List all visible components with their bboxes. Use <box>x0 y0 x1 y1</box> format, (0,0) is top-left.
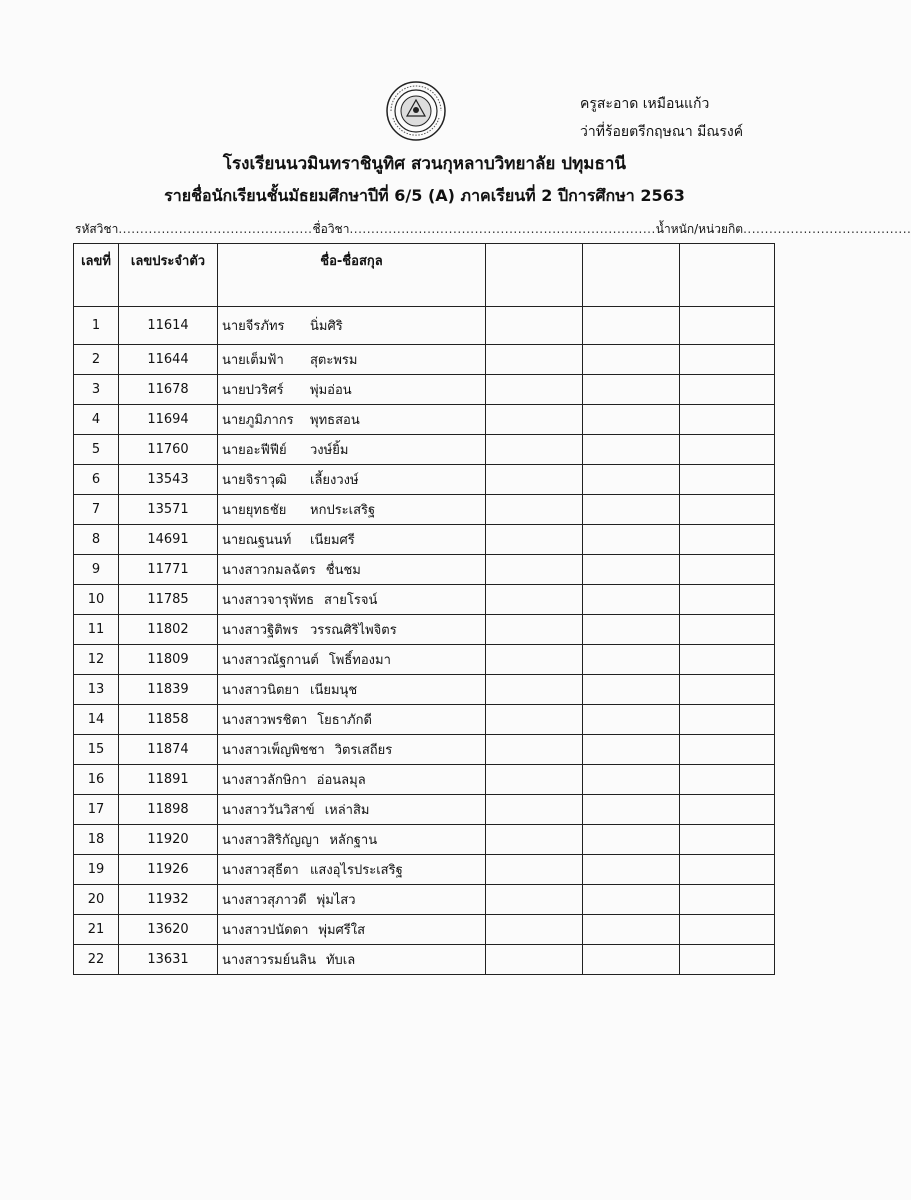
table-row <box>74 375 775 405</box>
header-id: เลขประจำตัว <box>119 244 218 307</box>
student-first-name: นางสาวจารุพัทธ <box>222 593 315 608</box>
student-last-name: โพธิ์ทองมา <box>328 653 391 668</box>
student-first-name: นายยุทธชัย <box>222 503 287 518</box>
student-id: 11771 <box>119 555 218 585</box>
student-no: 21 <box>74 915 119 945</box>
student-last-name: พุ่มศรีใส <box>318 923 366 938</box>
student-no: 5 <box>74 435 119 465</box>
score-cell-3 <box>680 855 775 885</box>
header-blank-1 <box>486 244 583 307</box>
score-cell-1 <box>486 495 583 525</box>
student-id: 13543 <box>119 465 218 495</box>
score-cell-3 <box>680 945 775 975</box>
student-name <box>218 307 486 345</box>
student-roster-table <box>73 243 775 975</box>
table-header-row <box>74 244 775 307</box>
student-name <box>218 735 486 765</box>
score-cell-3 <box>680 585 775 615</box>
student-id: 13620 <box>119 915 218 945</box>
score-cell-3 <box>680 615 775 645</box>
student-first-name: นางสาวสุธีตา <box>222 863 299 878</box>
student-no: 15 <box>74 735 119 765</box>
student-first-name: นายณฐนนท์ <box>222 533 292 548</box>
student-no: 9 <box>74 555 119 585</box>
score-cell-1 <box>486 885 583 915</box>
score-cell-2 <box>583 705 680 735</box>
score-cell-2 <box>583 915 680 945</box>
student-id: 11760 <box>119 435 218 465</box>
student-last-name: นิ่มศิริ <box>310 319 343 334</box>
table-row <box>74 705 775 735</box>
student-last-name: ชื่นชม <box>325 563 361 578</box>
table-row <box>74 615 775 645</box>
student-name <box>218 465 486 495</box>
score-cell-1 <box>486 795 583 825</box>
table-row <box>74 825 775 855</box>
student-id: 11898 <box>119 795 218 825</box>
student-first-name: นายอะฟีฟีย์ <box>222 443 287 458</box>
student-id: 11614 <box>119 307 218 345</box>
student-id: 14691 <box>119 525 218 555</box>
student-name <box>218 885 486 915</box>
student-name <box>218 945 486 975</box>
student-first-name: นายภูมิภากร <box>222 413 294 428</box>
student-id: 11891 <box>119 765 218 795</box>
student-last-name: เนียมศรี <box>310 533 355 548</box>
student-first-name: นางสาวกมลฉัตร <box>222 563 316 578</box>
student-id: 11839 <box>119 675 218 705</box>
score-cell-1 <box>486 705 583 735</box>
school-seal-logo <box>385 80 447 142</box>
student-last-name: พุ่มไสว <box>316 893 356 908</box>
table-row <box>74 405 775 435</box>
student-first-name: นางสาวสุภาวดี <box>222 893 307 908</box>
student-name <box>218 915 486 945</box>
score-cell-3 <box>680 555 775 585</box>
student-last-name: เนียมนุช <box>310 683 358 698</box>
student-id: 11926 <box>119 855 218 885</box>
student-no: 14 <box>74 705 119 735</box>
score-cell-1 <box>486 915 583 945</box>
subject-code-label: รหัสวิชา <box>75 222 119 236</box>
student-name <box>218 495 486 525</box>
score-cell-3 <box>680 495 775 525</box>
score-cell-1 <box>486 615 583 645</box>
student-first-name: นางสาวฐิติพร <box>222 623 299 638</box>
header-name: ชื่อ-ชื่อสกุล <box>218 244 486 307</box>
student-name <box>218 405 486 435</box>
student-last-name: พุ่มอ่อน <box>310 383 352 398</box>
score-cell-1 <box>486 375 583 405</box>
student-no: 7 <box>74 495 119 525</box>
score-cell-2 <box>583 645 680 675</box>
student-name <box>218 555 486 585</box>
score-cell-3 <box>680 405 775 435</box>
student-id: 13631 <box>119 945 218 975</box>
student-last-name: หลักฐาน <box>329 833 378 848</box>
table-row <box>74 525 775 555</box>
score-cell-3 <box>680 885 775 915</box>
score-cell-2 <box>583 765 680 795</box>
score-cell-1 <box>486 945 583 975</box>
student-id: 11858 <box>119 705 218 735</box>
header-no: เลขที่ <box>74 244 119 307</box>
student-first-name: นางสาวณัฐกานต์ <box>222 653 319 668</box>
score-cell-1 <box>486 735 583 765</box>
student-first-name: นายเต็มฟ้า <box>222 353 284 368</box>
student-no: 3 <box>74 375 119 405</box>
student-last-name: โยธาภักดี <box>317 713 372 728</box>
student-no: 17 <box>74 795 119 825</box>
score-cell-2 <box>583 945 680 975</box>
student-id: 11678 <box>119 375 218 405</box>
student-name <box>218 435 486 465</box>
score-cell-3 <box>680 705 775 735</box>
table-row <box>74 585 775 615</box>
score-cell-3 <box>680 435 775 465</box>
student-last-name: เหล่าสิม <box>324 803 370 818</box>
student-name <box>218 825 486 855</box>
score-cell-2 <box>583 675 680 705</box>
student-first-name: นางสาวสิริกัญญา <box>222 833 320 848</box>
score-cell-2 <box>583 735 680 765</box>
table-row <box>74 465 775 495</box>
student-name <box>218 645 486 675</box>
table-row <box>74 345 775 375</box>
student-no: 22 <box>74 945 119 975</box>
score-cell-3 <box>680 795 775 825</box>
score-cell-2 <box>583 345 680 375</box>
table-row <box>74 307 775 345</box>
table-row <box>74 795 775 825</box>
student-first-name: นายปวริศร์ <box>222 383 284 398</box>
student-no: 11 <box>74 615 119 645</box>
score-cell-3 <box>680 375 775 405</box>
score-cell-2 <box>583 375 680 405</box>
score-cell-3 <box>680 825 775 855</box>
student-name <box>218 585 486 615</box>
student-first-name: นายจีรภัทร <box>222 319 285 334</box>
student-no: 20 <box>74 885 119 915</box>
student-last-name: วรรณศิริไพจิตร <box>310 623 397 638</box>
score-cell-1 <box>486 585 583 615</box>
student-last-name: เลี้ยงวงษ์ <box>310 473 359 488</box>
score-cell-3 <box>680 525 775 555</box>
score-cell-1 <box>486 435 583 465</box>
student-no: 19 <box>74 855 119 885</box>
score-cell-2 <box>583 795 680 825</box>
student-first-name: นางสาวพรชิตา <box>222 713 308 728</box>
score-cell-1 <box>486 465 583 495</box>
score-cell-3 <box>680 735 775 765</box>
student-name <box>218 375 486 405</box>
student-first-name: นางสาวปนัดดา <box>222 923 309 938</box>
student-id: 11694 <box>119 405 218 435</box>
student-no: 12 <box>74 645 119 675</box>
score-cell-3 <box>680 307 775 345</box>
header-blank-2 <box>583 244 680 307</box>
student-no: 4 <box>74 405 119 435</box>
teacher-1: ครูสะอาด เหมือนแก้ว <box>580 96 710 112</box>
student-id: 11920 <box>119 825 218 855</box>
score-cell-2 <box>583 885 680 915</box>
table-row <box>74 915 775 945</box>
table-row <box>74 765 775 795</box>
table-row <box>74 435 775 465</box>
score-cell-2 <box>583 435 680 465</box>
student-id: 11644 <box>119 345 218 375</box>
student-no: 18 <box>74 825 119 855</box>
header-blank-3 <box>680 244 775 307</box>
student-id: 11874 <box>119 735 218 765</box>
student-no: 8 <box>74 525 119 555</box>
score-cell-1 <box>486 825 583 855</box>
student-no: 13 <box>74 675 119 705</box>
table-row <box>74 675 775 705</box>
student-name <box>218 855 486 885</box>
student-last-name: วงษ์ยิ้ม <box>310 443 349 458</box>
score-cell-3 <box>680 675 775 705</box>
score-cell-2 <box>583 465 680 495</box>
score-cell-3 <box>680 465 775 495</box>
subject-name-label: ชื่อวิชา <box>312 222 350 236</box>
teacher-names <box>580 90 743 146</box>
table-row <box>74 885 775 915</box>
student-id: 11802 <box>119 615 218 645</box>
score-cell-1 <box>486 555 583 585</box>
student-first-name: นางสาววันวิสาข์ <box>222 803 315 818</box>
score-cell-2 <box>583 307 680 345</box>
school-title: โรงเรียนนวมินทราชินูทิศ สวนกุหลาบวิทยาลัย ปทุมธานี <box>222 154 627 174</box>
student-first-name: นางสาวเพ็ญพิชชา <box>222 743 325 758</box>
student-last-name: พุทธสอน <box>310 413 360 428</box>
roster-title: รายชื่อนักเรียนชั้นมัธยมศึกษาปีที่ 6/5 (A) ภาคเรียนที่ 2 ปีการศึกษา 2563 <box>164 186 685 205</box>
student-first-name: นางสาวนิตยา <box>222 683 300 698</box>
student-name <box>218 765 486 795</box>
score-cell-3 <box>680 765 775 795</box>
score-cell-1 <box>486 645 583 675</box>
score-cell-2 <box>583 525 680 555</box>
teacher-2: ว่าที่ร้อยตรีกฤษณา มีณรงค์ <box>580 124 744 140</box>
score-cell-2 <box>583 615 680 645</box>
student-first-name: นายจิราวุฒิ <box>222 473 287 488</box>
student-last-name: ทับเล <box>325 953 356 968</box>
score-cell-1 <box>486 855 583 885</box>
roster-body <box>74 307 775 975</box>
student-name <box>218 525 486 555</box>
student-last-name: สายโรจน์ <box>324 593 378 608</box>
student-id: 11785 <box>119 585 218 615</box>
student-name <box>218 795 486 825</box>
student-first-name: นางสาวรมย์นลิน <box>222 953 316 968</box>
table-row <box>74 645 775 675</box>
score-cell-2 <box>583 555 680 585</box>
table-row <box>74 945 775 975</box>
score-cell-1 <box>486 525 583 555</box>
student-no: 16 <box>74 765 119 795</box>
score-cell-3 <box>680 345 775 375</box>
student-no: 1 <box>74 307 119 345</box>
table-row <box>74 555 775 585</box>
score-cell-1 <box>486 675 583 705</box>
student-name <box>218 675 486 705</box>
student-last-name: วิตรเสถียร <box>334 743 393 758</box>
table-row <box>74 855 775 885</box>
student-name <box>218 705 486 735</box>
score-cell-3 <box>680 915 775 945</box>
student-first-name: นางสาวลักษิกา <box>222 773 307 788</box>
score-cell-2 <box>583 405 680 435</box>
table-row <box>74 495 775 525</box>
score-cell-3 <box>680 645 775 675</box>
table-row <box>74 735 775 765</box>
student-last-name: แสงอุไรประเสริฐ <box>310 863 403 878</box>
student-name <box>218 615 486 645</box>
student-last-name: อ่อนลมุล <box>316 773 366 788</box>
score-cell-1 <box>486 765 583 795</box>
score-cell-1 <box>486 307 583 345</box>
student-name <box>218 345 486 375</box>
score-cell-1 <box>486 345 583 375</box>
student-last-name: หกประเสริฐ <box>310 503 376 518</box>
score-cell-2 <box>583 825 680 855</box>
student-id: 13571 <box>119 495 218 525</box>
score-cell-2 <box>583 495 680 525</box>
score-cell-2 <box>583 855 680 885</box>
student-no: 6 <box>74 465 119 495</box>
student-no: 2 <box>74 345 119 375</box>
score-cell-1 <box>486 405 583 435</box>
score-cell-2 <box>583 585 680 615</box>
student-no: 10 <box>74 585 119 615</box>
subject-info-line: รหัสวิชา.............................................ชื่อวิชา.......................................................................น้ำหนัก/หน่วยกิต....................................... <box>75 222 911 236</box>
student-id: 11932 <box>119 885 218 915</box>
student-id: 11809 <box>119 645 218 675</box>
credit-label: น้ำหนัก/หน่วยกิต <box>655 222 744 236</box>
student-last-name: สุตะพรม <box>310 353 358 368</box>
